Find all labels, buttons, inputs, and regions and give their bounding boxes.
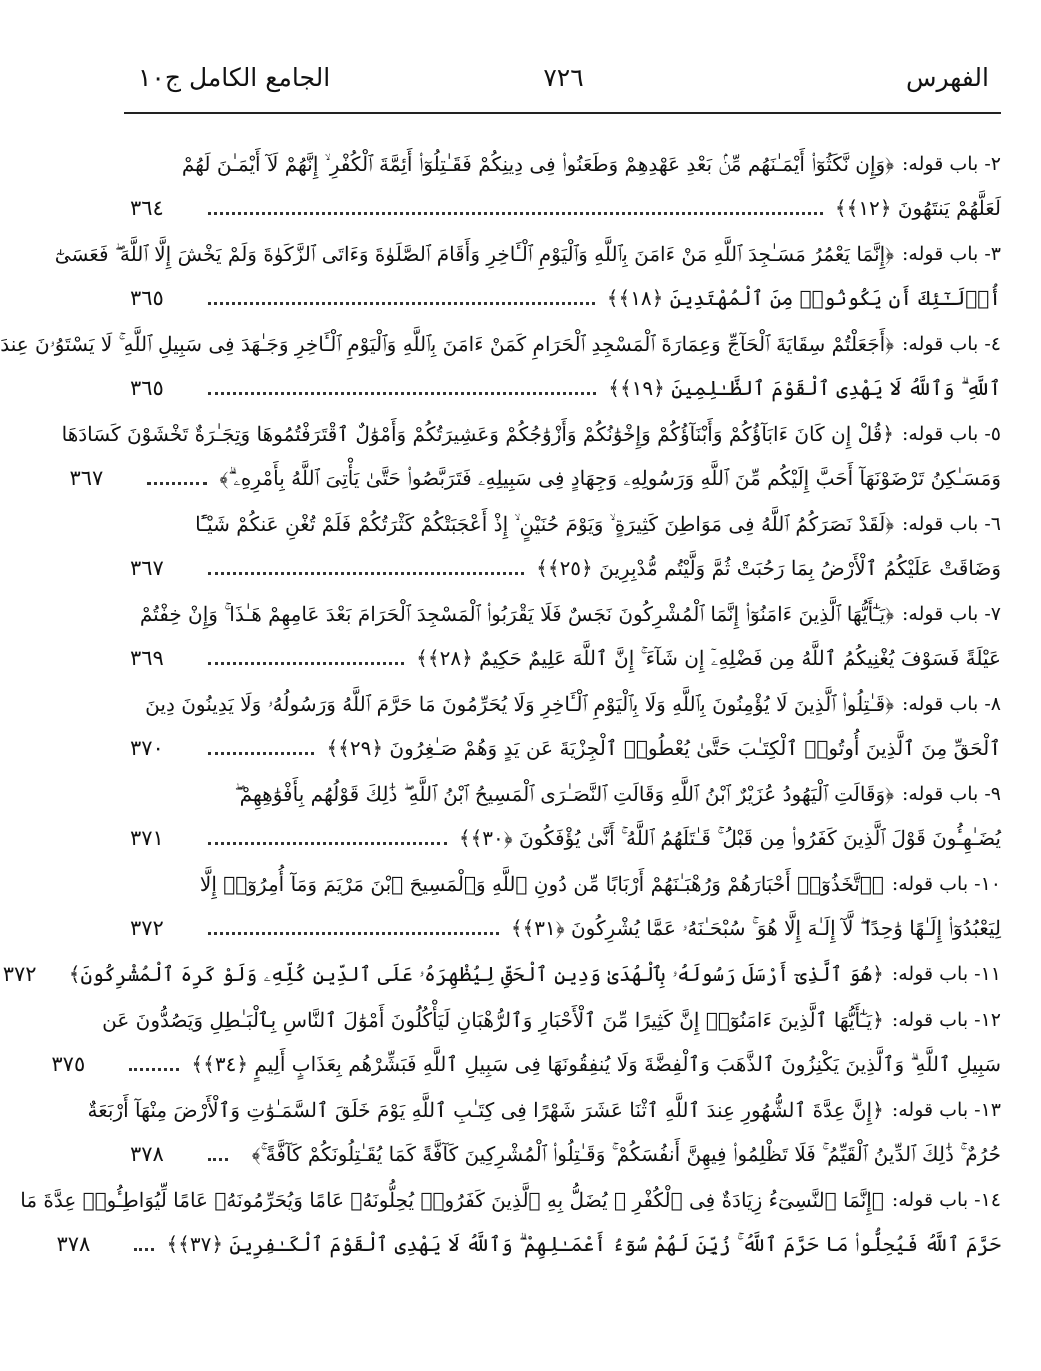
leader-dots: [208, 752, 314, 755]
entry-page-number: ٣٦٧: [69, 466, 104, 490]
entry-page-number: ٣٧١: [130, 826, 164, 850]
entry-prefix: ١٢- باب قوله:: [891, 1009, 1001, 1031]
entry-page-number: ٣٦٩: [130, 646, 164, 670]
entry-prefix: ٩- باب قوله:: [902, 783, 1001, 805]
entry-verse-line2: ٱلْحَقِّ مِنَ ٱلَّذِينَ أُوتُوا۟ ٱلْكِتَـٰبَ حَتَّىٰ يُعْطُوا۟ ٱلْجِزْيَةَ عَن يَدٍ وَهُمْ صَـٰغِرُونَ ﴿٢٩﴾﴾: [326, 736, 1001, 760]
entry-page-number: ٣٧٨: [130, 1142, 164, 1166]
leader-dots: [208, 572, 524, 575]
header-book-title: الجامع الكامل ج١٠: [138, 63, 331, 92]
leader-dots: [147, 482, 207, 485]
leader-dots: [134, 1248, 154, 1251]
header-page-number: ٧٢٦: [543, 63, 584, 92]
entry-verse-line2: وَضَاقَتْ عَلَيْكُمُ ٱلْأَرْضُ بِمَا رَحُبَتْ ثُمَّ وَلَّيْتُم مُّدْبِرِينَ ﴿٢٥﴾﴾: [536, 556, 1001, 580]
entry-verse-line2: عَيْلَةً فَسَوْفَ يُغْنِيكُمُ ٱللَّهُ مِن فَضْلِهِۦٓ إِن شَآءَ ۚ إِنَّ ٱللَّهَ عَلِيمٌ حَكِيمٌ ﴿٢٨﴾﴾: [416, 646, 1001, 670]
entry-verse-line1: ﴿يَـٰٓأَيُّهَا ٱلَّذِينَ ءَامَنُوٓا۟ إِنَّ كَثِيرًا مِّنَ ٱلْأَحْبَارِ وَٱلرُّهْبَانِ لَيَأْكُلُونَ أَمْوَٰلَ ٱلنَّاسِ بِٱلْبَـٰطِلِ وَيَصُدُّونَ عَن: [102, 1008, 884, 1032]
entry-page-number: ٣٦٧: [130, 556, 164, 580]
entry-verse-line1: ﴿قُلْ إِن كَانَ ءَابَآؤُكُمْ وَأَبْنَآؤُكُمْ وَإِخْوَٰنُكُمْ وَأَزْوَٰجُكُمْ وَعَشِيرَتُكُمْ وَأَمْوَٰلٌ ٱقْتَرَفْتُمُوهَا وَتِجَـٰرَةٌ تَخْشَوْنَ كَسَادَهَا: [61, 422, 895, 446]
entry-verse-line2: ٱللَّهِ ۗ وَٱللَّهُ لَا يَهْدِى ٱلْقَوْمَ ٱلظَّـٰلِمِينَ ﴿١٩﴾﴾: [608, 376, 1001, 400]
entry-verse-line1: ﴿إِنَّمَا يَعْمُرُ مَسَـٰجِدَ ٱللَّهِ مَنْ ءَامَنَ بِٱللَّهِ وَٱلْيَوْمِ ٱلْـَٔاخِرِ وَأَقَامَ ٱلصَّلَوٰةَ وَءَاتَى ٱلزَّكَوٰةَ وَلَمْ يَخْشَ إِلَّا ٱللَّهَ ۖ فَعَسَىٰٓ: [54, 242, 895, 266]
entry-verse-line1: ﴿أَجَعَلْتُمْ سِقَايَةَ ٱلْحَآجِّ وَعِمَارَةَ ٱلْمَسْجِدِ ٱلْحَرَامِ كَمَنْ ءَامَنَ بِٱللَّهِ وَٱلْيَوْمِ ٱلْـَٔاخِرِ وَجَـٰهَدَ فِى سَبِيلِ ٱللَّهِ ۚ لَا يَسْتَوُۥنَ عِندَ: [0, 332, 895, 356]
entry-page-number: ٣٦٥: [130, 376, 164, 400]
entry-page-number: ٣٧٨: [56, 1232, 91, 1256]
entry-prefix: ٦- باب قوله:: [902, 513, 1001, 535]
leader-dots: [208, 662, 404, 665]
entry-verse-line2: أُو۟لَـٰٓئِكَ أَن يَكُونُوا۟ مِنَ ٱلْمُهْتَدِينَ ﴿١٨﴾﴾: [606, 286, 1001, 310]
entry-verse-line1: ﴿إِنَّمَا ٱلنَّسِىٓءُ زِيَادَةٌ فِى ٱلْكُفْرِ ۖ يُضَلُّ بِهِ ٱلَّذِينَ كَفَرُوا۟ يُحِلُّونَهُۥ عَامًا وَيُحَرِّمُونَهُۥ عَامًا لِّيُوَاطِـُٔوا۟ عِدَّةَ مَا: [20, 1188, 884, 1212]
entry-verse-line2: لَعَلَّهُمْ يَنتَهُونَ ﴿١٢﴾﴾: [834, 196, 1001, 220]
header-divider: [124, 112, 1001, 114]
entry-verse-line1: ﴿لَقَدْ نَصَرَكُمُ ٱللَّهُ فِى مَوَاطِنَ كَثِيرَةٍ ۙ وَيَوْمَ حُنَيْنٍ ۙ إِذْ أَعْجَبَتْكُمْ كَثْرَتُكُمْ فَلَمْ تُغْنِ عَنكُمْ شَيْـًٔا: [195, 512, 895, 536]
entry-verse-line2: وَمَسَـٰكِنُ تَرْضَوْنَهَآ أَحَبَّ إِلَيْكُم مِّنَ ٱللَّهِ وَرَسُولِهِۦ وَجِهَادٍ فِى سَبِيلِهِۦ فَتَرَبَّصُوا۟ حَتَّىٰ يَأْتِىَ ٱللَّهُ بِأَمْرِهِۦ ۗ﴾: [219, 466, 1001, 490]
entry-verse-line2: يُضَـٰهِـُٔونَ قَوْلَ ٱلَّذِينَ كَفَرُوا۟ مِن قَبْلُ ۚ قَـٰتَلَهُمُ ٱللَّهُ ۚ أَنَّىٰ يُؤْفَكُونَ ﴿٣٠﴾﴾: [458, 826, 1001, 850]
entry-prefix: ١٤- باب قوله:: [891, 1189, 1001, 1211]
entry-page-number: ٣٧٥: [51, 1052, 86, 1076]
entry-verse-line2: سَبِيلِ ٱللَّهِ ۗ وَٱلَّذِينَ يَكْنِزُونَ ٱلذَّهَبَ وَٱلْفِضَّةَ وَلَا يُنفِقُونَهَا فِى سَبِيلِ ٱللَّهِ فَبَشِّرْهُم بِعَذَابٍ أَلِيمٍ ﴿٣٤﴾﴾: [191, 1052, 1001, 1076]
entry-verse-line2: حَرَّمَ ٱللَّهُ فَيُحِلُّوا۟ مَا حَرَّمَ ٱللَّهُ ۚ زُيِّنَ لَهُمْ سُوٓءُ أَعْمَـٰلِهِمْ ۗ وَٱللَّهُ لَا يَهْدِى ٱلْقَوْمَ ٱلْكَـٰفِرِينَ ﴿٣٧﴾﴾: [166, 1232, 1001, 1256]
entry-page-number: ٣٧٢: [2, 962, 37, 986]
entry-prefix: ٣- باب قوله:: [902, 243, 1001, 265]
entry-prefix: ١١- باب قوله:: [891, 963, 1001, 985]
leader-dots: [208, 842, 447, 845]
leader-dots: [208, 932, 499, 935]
entry-verse-line2: لِيَعْبُدُوٓا۟ إِلَـٰهًا وَٰحِدًا ۖ لَّآ إِلَـٰهَ إِلَّا هُوَ ۚ سُبْحَـٰنَهُۥ عَمَّا يُشْرِكُونَ ﴿٣١﴾﴾: [510, 916, 1001, 940]
entry-verse-line1: ﴿قَـٰتِلُوا۟ ٱلَّذِينَ لَا يُؤْمِنُونَ بِٱللَّهِ وَلَا بِٱلْيَوْمِ ٱلْـَٔاخِرِ وَلَا يُحَرِّمُونَ مَا حَرَّمَ ٱللَّهُ وَرَسُولُهُۥ وَلَا يَدِينُونَ دِينَ: [145, 692, 895, 716]
entry-verse-line1: ﴿وَإِن نَّكَثُوٓا۟ أَيْمَـٰنَهُم مِّنۢ بَعْدِ عَهْدِهِمْ وَطَعَنُوا۟ فِى دِينِكُمْ فَقَـٰتِلُوٓا۟ أَئِمَّةَ ٱلْكُفْرِ ۙ إِنَّهُمْ لَآ أَيْمَـٰنَ لَهُمْ: [181, 152, 895, 176]
entry-verse-line1: ﴿ٱتَّخَذُوٓا۟ أَحْبَارَهُمْ وَرُهْبَـٰنَهُمْ أَرْبَابًا مِّن دُونِ ٱللَّهِ وَٱلْمَسِيحَ ٱبْنَ مَرْيَمَ وَمَآ أُمِرُوٓا۟ إِلَّا: [199, 872, 884, 896]
leader-dots: [208, 1158, 228, 1161]
leader-dots: [129, 1068, 179, 1071]
page-header: [138, 60, 989, 100]
entry-verse-line1: ﴿هُوَ ٱلَّذِىٓ أَرْسَلَ رَسُولَهُۥ بِٱلْهُدَىٰ وَدِينِ ٱلْحَقِّ لِيُظْهِرَهُۥ عَلَى ٱلدِّينِ كُلِّهِۦ وَلَوْ كَرِهَ ٱلْمُشْرِكُونَ﴾: [68, 962, 884, 986]
entry-prefix: ١٠- باب قوله:: [891, 873, 1001, 895]
entry-page-number: ٣٦٥: [130, 286, 164, 310]
entry-prefix: ١٣- باب قوله:: [891, 1099, 1001, 1121]
entry-page-number: ٣٧٢: [130, 916, 164, 940]
leader-dots: [208, 302, 595, 305]
entry-prefix: ٥- باب قوله:: [902, 423, 1001, 445]
entry-verse-line1: ﴿يَـٰٓأَيُّهَا ٱلَّذِينَ ءَامَنُوٓا۟ إِنَّمَا ٱلْمُشْرِكُونَ نَجَسٌ فَلَا يَقْرَبُوا۟ ٱلْمَسْجِدَ ٱلْحَرَامَ بَعْدَ عَامِهِمْ هَـٰذَا ۚ وَإِنْ خِفْتُمْ: [139, 602, 895, 626]
entry-page-number: ٣٧٠: [130, 736, 164, 760]
entry-page-number: ٣٦٤: [130, 196, 164, 220]
leader-dots: [208, 212, 823, 215]
entry-prefix: ٧- باب قوله:: [902, 603, 1001, 625]
header-section-title: الفهرس: [905, 63, 989, 92]
leader-dots: [208, 392, 596, 395]
entry-verse-line1: ﴿وَقَالَتِ ٱلْيَهُودُ عُزَيْرٌ ٱبْنُ ٱللَّهِ وَقَالَتِ ٱلنَّصَـٰرَى ٱلْمَسِيحُ ٱبْنُ ٱللَّهِ ۖ ذَٰلِكَ قَوْلُهُم بِأَفْوَٰهِهِمْ ۖ: [234, 782, 895, 806]
entry-prefix: ٤- باب قوله:: [902, 333, 1001, 355]
entry-verse-line2: حُرُمٌ ۚ ذَٰلِكَ ٱلدِّينُ ٱلْقَيِّمُ ۚ فَلَا تَظْلِمُوا۟ فِيهِنَّ أَنفُسَكُمْ ۚ وَقَـٰتِلُوا۟ ٱلْمُشْرِكِينَ كَآفَّةً كَمَا يُقَـٰتِلُونَكُمْ كَآفَّةً ۚ﴾: [251, 1142, 1001, 1166]
entry-prefix: ٢- باب قوله:: [902, 153, 1001, 175]
entry-verse-line1: ﴿إِنَّ عِدَّةَ ٱلشُّهُورِ عِندَ ٱللَّهِ ٱثْنَا عَشَرَ شَهْرًا فِى كِتَـٰبِ ٱللَّهِ يَوْمَ خَلَقَ ٱلسَّمَـٰوَٰتِ وَٱلْأَرْضَ مِنْهَآ أَرْبَعَةٌ: [87, 1098, 884, 1122]
entry-prefix: ٨- باب قوله:: [902, 693, 1001, 715]
